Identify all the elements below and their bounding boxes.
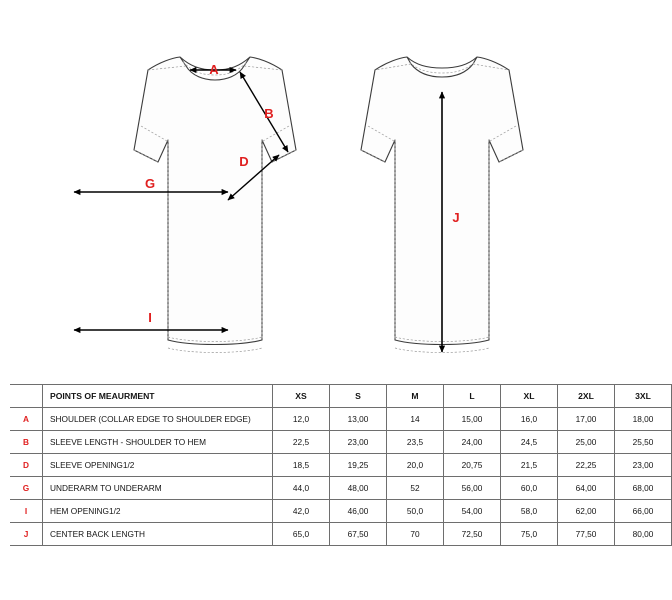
row-value-l: 72,50 — [444, 523, 501, 546]
header-size-xs: XS — [273, 385, 330, 408]
row-value-3xl: 80,00 — [615, 523, 672, 546]
row-value-s: 13,00 — [330, 408, 387, 431]
row-letter: D — [10, 454, 43, 477]
header-size-3xl: 3XL — [615, 385, 672, 408]
table-row — [10, 477, 672, 500]
row-description: HEM OPENING1/2 — [43, 500, 273, 523]
header-size-l: L — [444, 385, 501, 408]
table-header-row — [10, 385, 672, 408]
row-description: SLEEVE LENGTH - SHOULDER TO HEM — [43, 431, 273, 454]
row-value-3xl: 66,00 — [615, 500, 672, 523]
measurement-table — [10, 384, 672, 546]
measure-label-G: G — [144, 176, 156, 191]
header-letter — [10, 385, 43, 408]
row-description: UNDERARM TO UNDERARM — [43, 477, 273, 500]
row-value-3xl: 18,00 — [615, 408, 672, 431]
row-value-xs: 42,0 — [273, 500, 330, 523]
row-value-2xl: 17,00 — [558, 408, 615, 431]
row-value-s: 67,50 — [330, 523, 387, 546]
row-value-xl: 60,0 — [501, 477, 558, 500]
row-value-xl: 24,5 — [501, 431, 558, 454]
row-value-xl: 16,0 — [501, 408, 558, 431]
row-value-xs: 22,5 — [273, 431, 330, 454]
row-value-l: 15,00 — [444, 408, 501, 431]
row-value-2xl: 77,50 — [558, 523, 615, 546]
row-value-m: 14 — [387, 408, 444, 431]
measurement-table-wrapper — [10, 384, 654, 546]
row-value-xl: 21,5 — [501, 454, 558, 477]
table-row — [10, 431, 672, 454]
row-letter: A — [10, 408, 43, 431]
row-letter: B — [10, 431, 43, 454]
row-value-2xl: 64,00 — [558, 477, 615, 500]
row-description: SHOULDER (COLLAR EDGE TO SHOULDER EDGE) — [43, 408, 273, 431]
row-value-m: 20,0 — [387, 454, 444, 477]
row-value-m: 52 — [387, 477, 444, 500]
row-value-s: 46,00 — [330, 500, 387, 523]
row-value-xl: 58,0 — [501, 500, 558, 523]
header-size-2xl: 2XL — [558, 385, 615, 408]
row-letter: G — [10, 477, 43, 500]
measure-label-I: I — [148, 310, 152, 325]
row-description: SLEEVE OPENING1/2 — [43, 454, 273, 477]
row-value-3xl: 68,00 — [615, 477, 672, 500]
row-value-s: 19,25 — [330, 454, 387, 477]
header-points-of-measurement: POINTS OF MEAURMENT — [43, 385, 273, 408]
row-value-m: 23,5 — [387, 431, 444, 454]
table-row — [10, 408, 672, 431]
row-value-m: 50,0 — [387, 500, 444, 523]
row-letter: J — [10, 523, 43, 546]
row-value-2xl: 22,25 — [558, 454, 615, 477]
header-size-s: S — [330, 385, 387, 408]
row-value-s: 48,00 — [330, 477, 387, 500]
row-letter: I — [10, 500, 43, 523]
row-value-2xl: 62,00 — [558, 500, 615, 523]
row-value-l: 56,00 — [444, 477, 501, 500]
table-row — [10, 500, 672, 523]
header-size-xl: XL — [501, 385, 558, 408]
table-row — [10, 454, 672, 477]
row-value-s: 23,00 — [330, 431, 387, 454]
measure-label-J: J — [452, 210, 460, 225]
measure-label-D: D — [239, 154, 249, 169]
row-value-xs: 44,0 — [273, 477, 330, 500]
row-value-xs: 18,5 — [273, 454, 330, 477]
row-description: CENTER BACK LENGTH — [43, 523, 273, 546]
row-value-xs: 65,0 — [273, 523, 330, 546]
measure-label-A: A — [209, 62, 219, 77]
row-value-l: 20,75 — [444, 454, 501, 477]
row-value-3xl: 23,00 — [615, 454, 672, 477]
row-value-xs: 12,0 — [273, 408, 330, 431]
row-value-m: 70 — [387, 523, 444, 546]
row-value-2xl: 25,00 — [558, 431, 615, 454]
row-value-3xl: 25,50 — [615, 431, 672, 454]
t-shirt-front-view — [134, 57, 296, 353]
row-value-l: 24,00 — [444, 431, 501, 454]
row-value-l: 54,00 — [444, 500, 501, 523]
table-row — [10, 523, 672, 546]
row-value-xl: 75,0 — [501, 523, 558, 546]
header-size-m: M — [387, 385, 444, 408]
measure-label-B: B — [264, 106, 274, 121]
